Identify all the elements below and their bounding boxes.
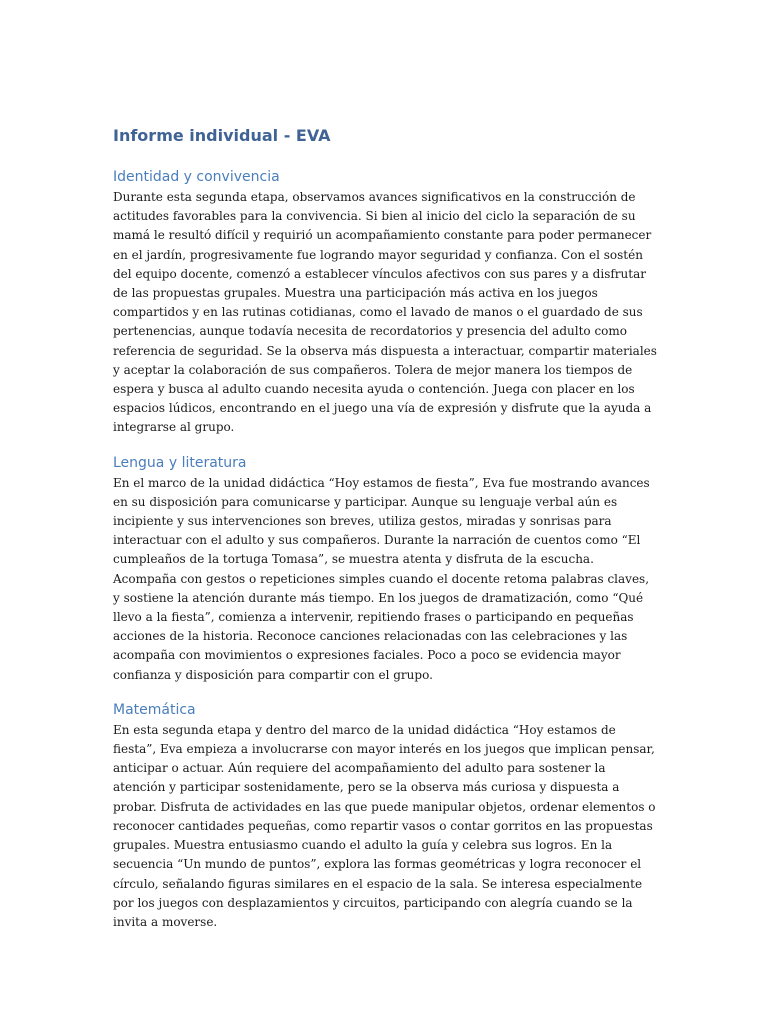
section-heading-matematica: Matemática [113, 701, 196, 718]
document-content [113, 124, 657, 946]
section-heading-lengua: Lengua y literatura [113, 454, 247, 471]
section-body-identidad: Durante esta segunda etapa, observamos avances significativos en la construcción de actitudes favorables para la convivencia. Si bien al inicio del ciclo la separación de su mamá le resultó difícil y requirió un acompañamiento constante para poder permanecer en el jardín, progresivamente fue logrando mayor seguridad y confianza. Con el sostén del equipo docente, comenzó a establecer vínculos afectivos con sus pares y a disfrutar de las propuestas grupales. Muestra una participación más activa en los juegos compartidos y en las rutinas cotidianas, como el lavado de manos o el guardado de sus pertenencias, aunque todavía necesita de recordatorios y presencia del adulto como referencia de seguridad. Se la observa más dispuesta a interactuar, compartir materiales y aceptar la colaboración de sus compañeros. Tolera de mejor manera los tiempos de espera y busca al adulto cuando necesita ayuda o contención. Juega con placer en los espacios lúdicos, encontrando en el juego una vía de expresión y disfrute que la ayuda a integrarse al grupo. [113, 190, 657, 435]
section-body-lengua: En el marco de la unidad didáctica “Hoy estamos de fiesta”, Eva fue mostrando avances en su disposición para comunicarse y participar. Aunque su lenguaje verbal aún es incipiente y sus intervenciones son breves, utiliza gestos, miradas y sonrisas para interactuar con el adulto y sus compañeros. Durante la narración de cuentos como “El cumpleaños de la tortuga Tomasa”, se muestra atenta y disfruta de la escucha. Acompaña con gestos o repeticiones simples cuando el docente retoma palabras claves, y sostiene la atención durante más tiempo. En los juegos de dramatización, como “Qué llevo a la fiesta”, comienza a intervenir, repitiendo frases o participando en pequeñas acciones de la historia. Reconoce canciones relacionadas con las celebraciones y las acompaña con movimientos o expresiones faciales. Poco a poco se evidencia mayor confianza y disposición para compartir con el grupo. [113, 475, 650, 682]
document-title: Informe individual - EVA [113, 126, 331, 145]
section-body-matematica: En esta segunda etapa y dentro del marco de la unidad didáctica “Hoy estamos de fiesta”, Eva empieza a involucrarse con mayor interés en los juegos que implican pensar, anticipar o actuar. Aún requiere del acompañamiento del adulto para sostener la atención y participar sostenidamente, pero se la observa más curiosa y dispuesta a probar. Disfruta de actividades en las que puede manipular objetos, ordenar elementos o reconocer cantidades pequeñas, como repartir vasos o contar gorritos en las propuestas grupales. Muestra entusiasmo cuando el adulto la guía y celebra sus logros. En la secuencia “Un mundo de puntos”, explora las formas geométricas y logra reconocer el círculo, señalando figuras similares en el espacio de la sala. Se interesa especialmente por los juegos con desplazamientos y circuitos, participando con alegría cuando se la invita a moverse. [113, 722, 656, 929]
section-heading-identidad: Identidad y convivencia [113, 169, 280, 185]
